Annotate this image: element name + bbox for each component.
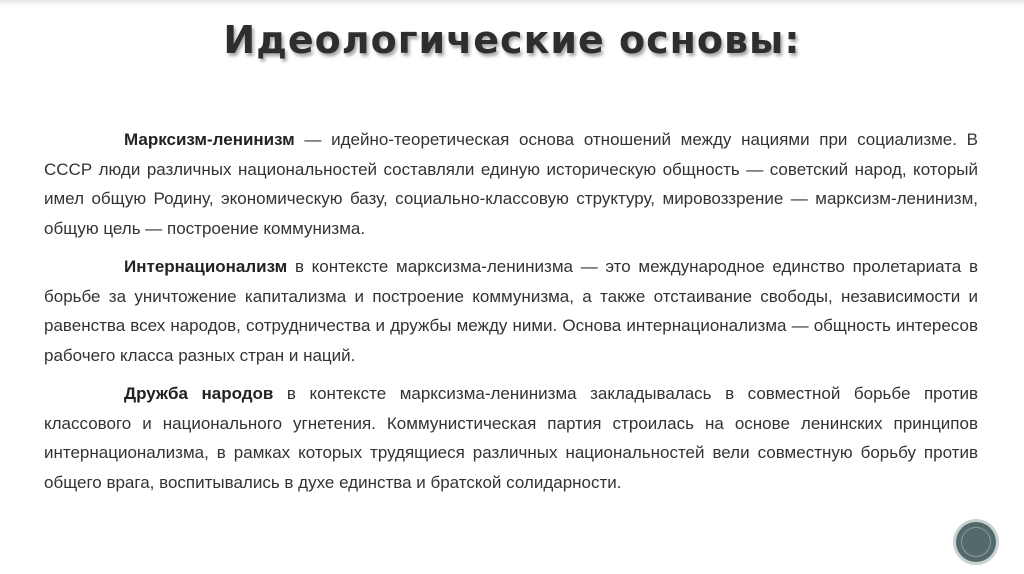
paragraph-internationalism (44, 252, 978, 370)
paragraph-friendship (44, 379, 978, 497)
paragraph-friendship-text: в контексте марксизма-ленинизма закладывалась в совместной борьбе против классового и национального угнетения. Коммунистическая партия строилась на основе ленинских принципов интернационализма, в рамках которых трудящиеся различных национальностей вели совместную борьбу против общего врага, воспитывались в духе единства и братской солидарности. (44, 384, 979, 492)
term-marxism: Марксизм-ленинизм (124, 130, 295, 149)
slide-top-shadow (0, 0, 1024, 6)
paragraph-marxism-text: — идейно-теоретическая основа отношений между нациями при социализме. В СССР люди различных национальностей составляли единую историческую общность — советский народ, который имел общую Родину, экономическую базу, социально-классовую структуру, мировоззрение — марксизм-ленинизм, общую цель — построение коммунизма. (44, 130, 978, 238)
slide-body (44, 125, 978, 506)
slide-title: Идеологические основы: (223, 18, 801, 62)
paragraph-marxism (44, 125, 978, 243)
term-internationalism: Интернационализм (124, 257, 288, 276)
paragraph-internationalism-text: в контексте марксизма-ленинизма — это международное единство пролетариата в борьбе за уничтожение капитализма и построение коммунизма, а также отстаивание свободы, независимости и равенства всех народов, сотрудничества и дружбы между ними. Основа интернационализма — общность интересов рабочего класса разных стран и наций. (44, 257, 978, 365)
term-friendship: Дружба народов (124, 384, 274, 403)
slide-nav-button[interactable] (956, 522, 996, 562)
circle-icon (961, 527, 991, 557)
